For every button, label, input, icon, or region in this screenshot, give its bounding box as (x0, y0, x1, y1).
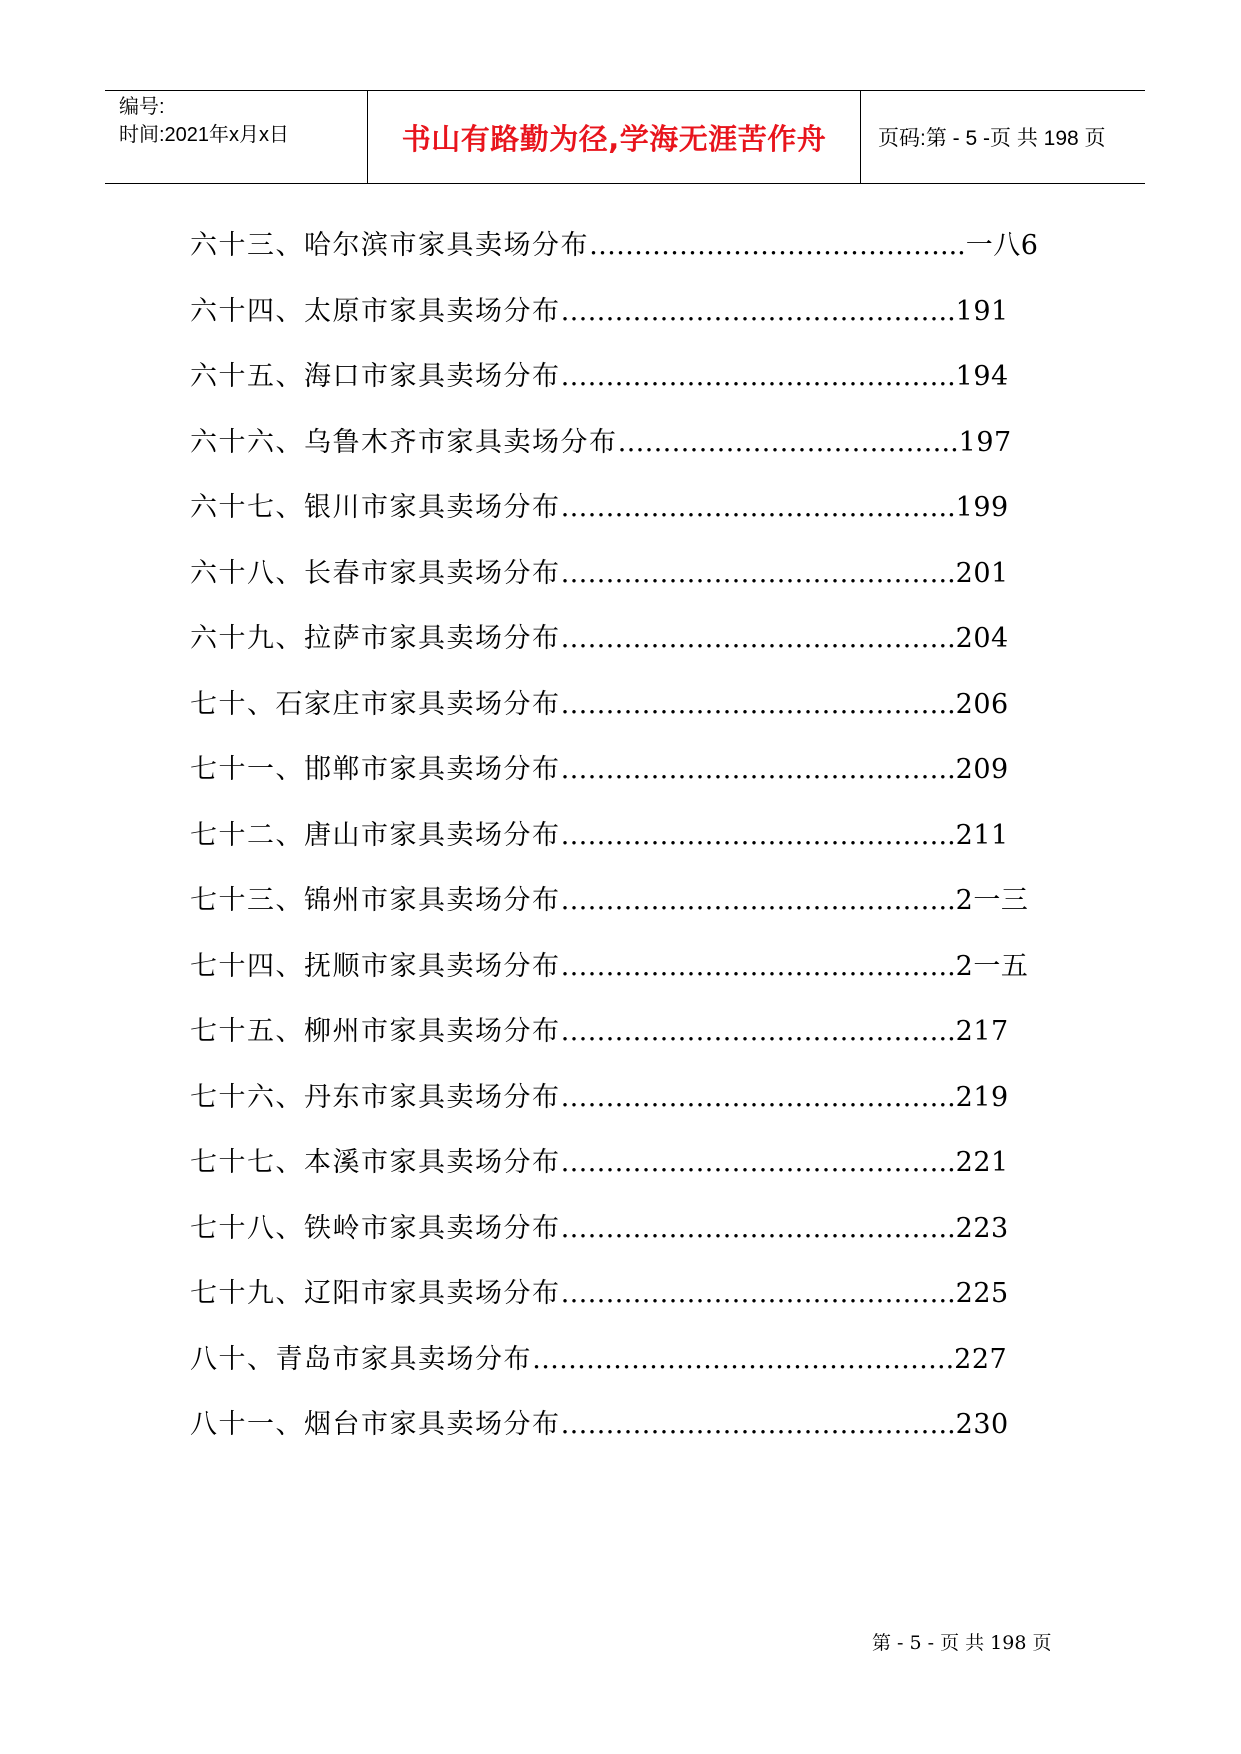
toc-entry-page: 206 (955, 688, 1009, 720)
toc-entry-title: 七十一、邯郸市家具卖场分布 (190, 754, 561, 785)
toc-entry-page: 2一五 (955, 950, 1029, 982)
toc-entry-leader: …………………………………….. (560, 819, 956, 851)
toc-entry-title: 七十三、锦州市家具卖场分布 (190, 885, 561, 916)
header-page-number: 页码:第 - 5 -页 共 198 页 (878, 127, 1106, 150)
toc-entry-leader: …………………………………….. (560, 754, 956, 785)
toc-entry-title: 六十九、拉萨市家具卖场分布 (190, 623, 561, 654)
toc-entry-leader: …………………………………... (589, 230, 966, 261)
toc-entry[interactable] (190, 1008, 1090, 1074)
toc-entry-title: 六十七、银川市家具卖场分布 (190, 492, 561, 523)
toc-entry-leader: …………………………………….. (560, 1278, 956, 1309)
toc-entry-title: 七十、石家庄市家具卖场分布 (190, 688, 561, 720)
toc-entry[interactable] (190, 1074, 1090, 1140)
header-divider-left (367, 91, 368, 183)
toc-entry-page: 2一三 (955, 885, 1029, 916)
toc-entry-title: 六十五、海口市家具卖场分布 (190, 361, 561, 392)
toc-entry-title: 六十三、哈尔滨市家具卖场分布 (190, 230, 589, 261)
toc-entry-leader: …………………………………….. (560, 1016, 956, 1047)
toc-entry-leader: …………………………………….. (560, 295, 956, 327)
toc-entry[interactable] (190, 1401, 1090, 1467)
toc-entry-leader: …………………………………….. (560, 950, 956, 982)
toc-entry-title: 七十九、辽阳市家具卖场分布 (190, 1278, 561, 1309)
time-label: 时间:2021年x月x日 (119, 124, 290, 146)
toc-entry-page: 194 (955, 361, 1009, 392)
toc-entry-page: 一八6 (965, 230, 1039, 261)
serial-label: 编号: (119, 96, 165, 118)
toc-entry-page: 191 (955, 295, 1009, 327)
toc-entry-title: 七十六、丹东市家具卖场分布 (190, 1081, 561, 1113)
toc-entry[interactable] (190, 877, 1090, 943)
header-meta (105, 91, 367, 183)
toc-entry-page: 197 (958, 426, 1012, 458)
toc-entry-page: 219 (955, 1081, 1009, 1113)
toc-entry-title: 七十四、抚顺市家具卖场分布 (190, 950, 561, 982)
toc-entry-leader: …………………………………….. (560, 688, 956, 720)
toc-entry-leader: …………………………………….. (560, 492, 956, 523)
table-of-contents (190, 222, 1090, 1467)
toc-entry-title: 六十八、长春市家具卖场分布 (190, 557, 561, 589)
toc-entry-title: 七十五、柳州市家具卖场分布 (190, 1016, 561, 1047)
toc-entry-title: 六十六、乌鲁木齐市家具卖场分布 (190, 426, 618, 458)
toc-entry-title: 七十八、铁岭市家具卖场分布 (190, 1212, 561, 1244)
toc-entry-leader: ……………………………….. (617, 426, 959, 458)
toc-entry-leader: …………………………………….. (560, 1147, 956, 1178)
toc-entry-page: 211 (955, 819, 1009, 851)
toc-entry-leader: …………………………………….. (560, 1409, 956, 1440)
toc-entry[interactable] (190, 943, 1090, 1009)
toc-entry[interactable] (190, 1139, 1090, 1205)
toc-entry-leader: …………………………………….. (560, 623, 956, 654)
toc-entry-leader: …………………………………….. (560, 557, 956, 589)
toc-entry-leader: ……………………………………….. (532, 1343, 955, 1375)
toc-entry[interactable] (190, 550, 1090, 616)
toc-entry-page: 223 (955, 1212, 1009, 1244)
toc-entry[interactable] (190, 419, 1090, 485)
toc-entry[interactable] (190, 812, 1090, 878)
header-motto: 书山有路勤为径,学海无涯苦作舟 (401, 121, 827, 156)
toc-entry-title: 七十七、本溪市家具卖场分布 (190, 1147, 561, 1178)
header-divider-right (860, 91, 861, 183)
toc-entry-page: 209 (955, 754, 1009, 785)
toc-entry-page: 201 (955, 557, 1009, 589)
toc-entry-title: 六十四、太原市家具卖场分布 (190, 295, 561, 327)
toc-entry-leader: …………………………………….. (560, 1081, 956, 1113)
toc-entry-title: 八十一、烟台市家具卖场分布 (190, 1409, 561, 1440)
toc-entry[interactable] (190, 1205, 1090, 1271)
toc-entry[interactable] (190, 1270, 1090, 1336)
toc-entry-title: 七十二、唐山市家具卖场分布 (190, 819, 561, 851)
toc-entry-page: 204 (955, 623, 1009, 654)
toc-entry[interactable] (190, 222, 1090, 288)
toc-entry[interactable] (190, 353, 1090, 419)
toc-entry-page: 199 (955, 492, 1009, 523)
toc-entry[interactable] (190, 484, 1090, 550)
toc-entry[interactable] (190, 288, 1090, 354)
toc-entry-page: 227 (954, 1343, 1008, 1375)
toc-entry-leader: …………………………………….. (560, 361, 956, 392)
toc-entry-leader: …………………………………….. (560, 1212, 956, 1244)
toc-entry[interactable] (190, 1336, 1090, 1402)
toc-entry-page: 217 (955, 1016, 1009, 1047)
page-header (105, 90, 1145, 184)
toc-entry-page: 221 (955, 1147, 1009, 1178)
page-footer: 第 - 5 - 页 共 198 页 (872, 1632, 1052, 1654)
toc-entry-title: 八十、青岛市家具卖场分布 (190, 1343, 532, 1375)
toc-entry-page: 225 (955, 1278, 1009, 1309)
toc-entry-leader: …………………………………….. (560, 885, 956, 916)
toc-entry[interactable] (190, 746, 1090, 812)
toc-entry[interactable] (190, 615, 1090, 681)
toc-entry-page: 230 (955, 1409, 1009, 1440)
toc-entry[interactable] (190, 681, 1090, 747)
